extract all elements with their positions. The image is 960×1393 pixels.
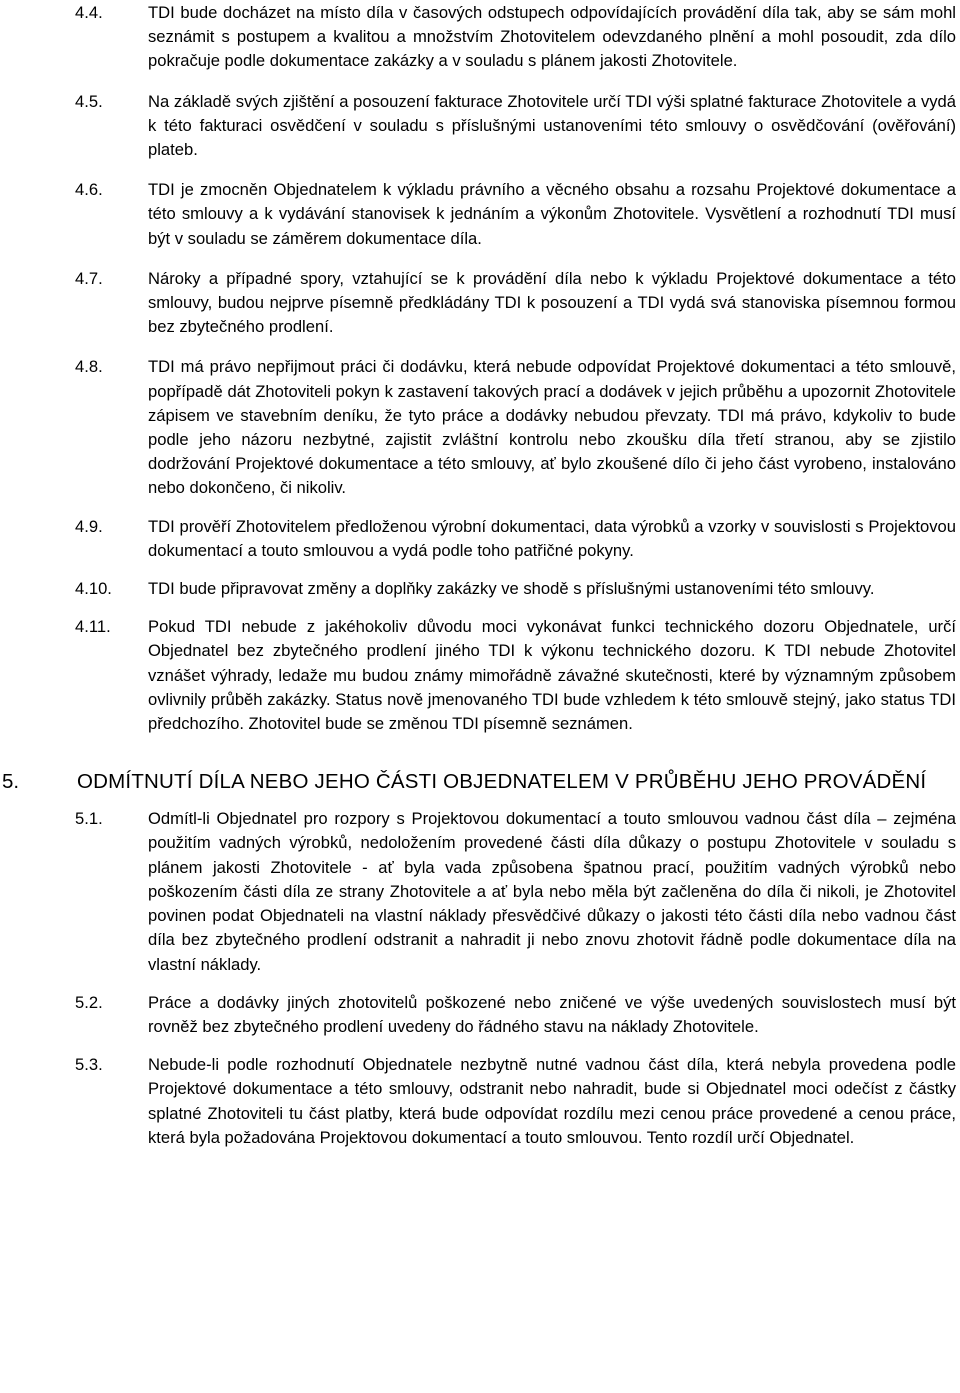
clause-text: Nebude-li podle rozhodnutí Objednatele nezbytně nutné vadnou část díla, která nebyla provedena podle Projektové dokumentace a této smlouvy, odstranit nebo nahradit, bude si Objednatel moci odečíst z částky splatné Zhotoviteli tu část platby, která bude odpovídat rozdílu mezi cenou práce provedené a cenou práce, která byla požadována Projektovou dokumentací a touto smlouvou. Tento rozdíl určí Objednatel. [148, 1055, 956, 1147]
clause-text: TDI je zmocněn Objednatelem k výkladu právního a věcného obsahu a rozsahu Projektové dokumentace a této smlouvy a k vydávání stanovisek k jednáním a výkonům Zhotovitele. Vysvětlení a rozhodnutí TDI musí být v souladu se záměrem dokumentace díla. [148, 180, 956, 248]
clause-4-4 [0, 1, 960, 74]
clause-4-8 [0, 355, 960, 500]
clause-number: 4.4. [75, 3, 103, 22]
clause-number: 4.7. [75, 268, 103, 288]
clause-5-3 [0, 1053, 960, 1150]
clause-number: 4.10. [75, 579, 112, 599]
clause-5-2 [0, 991, 960, 1039]
clause-4-5 [0, 90, 960, 163]
clause-number: 4.9. [75, 516, 103, 536]
section-number: 5. [2, 770, 20, 794]
clause-4-9 [0, 515, 960, 563]
section-heading-5 [0, 768, 960, 795]
clause-text: Odmítl-li Objednatel pro rozpory s Projektovou dokumentací a touto smlouvou vadnou část díla – zejména použitím vadných výrobků, nedoložením provedené části díla důkazy o postupu Zhotovitele v souladu s plánem jakosti Zhotovitele - ať byla vada způsobena špatnou prací, použitím vadných výrobků nebo poškozením části díla ze strany Zhotovitele a ať byla nebo měla být začleněna do díla či nikoli, je Zhotovitel povinen podat Objednateli na vlastní náklady přesvědčivé důkazy o jakosti této části díla nebo vadnou část díla bez zbytečného prodlení odstranit a nahradit ji nebo znovu zhotovit řádně podle dokumentace díla na vlastní náklady. [148, 809, 956, 974]
clause-4-10 [0, 577, 960, 601]
clause-number: 4.5. [75, 91, 103, 111]
clause-text: Práce a dodávky jiných zhotovitelů poškozené nebo zničené ve výše uvedených souvislostech musí být rovněž bez zbytečného prodlení uvedeny do řádného stavu na náklady Zhotovitele. [148, 992, 956, 1036]
clause-4-11 [0, 615, 960, 736]
clause-number: 5.1. [75, 809, 103, 829]
clause-number: 5.3. [75, 1055, 103, 1075]
clause-text: Na základě svých zjištění a posouzení fakturace Zhotovitele určí TDI výši splatné fakturace Zhotovitele a vydá k této fakturaci osvědčení v souladu s příslušnými ustanoveními této smlouvy o osvědčování (ověřování) plateb. [148, 91, 956, 160]
clause-text: TDI bude docházet na místo díla v časových odstupech odpovídajících provádění díla tak, aby se sám mohl seznámit s postupem a kvalitou a množstvím Zhotovitelem odevzdaného plnění a mohl posoudit, zda dílo pokračuje podle dokumentace zakázky a v souladu s plánem jakosti Zhotovitele. [148, 3, 956, 71]
clause-text: Pokud TDI nebude z jakéhokoliv důvodu moci vykonávat funkci technického dozoru Objednatele, určí Objednatel bez zbytečného prodlení jiného TDI k výkonu technického dozoru. K TDI nebude Zhotovitel vznášet výhrady, ledaže mu budou známy mimořádně závažné skutečnosti, které by významným způsobem ovlivnily průběh zakázky. Status nově jmenovaného TDI bude vzhledem k této smlouvě stejný, jako status TDI předchozího. Zhotovitel bude se změnou TDI písemně seznámen. [148, 617, 956, 734]
clause-number: 4.11. [75, 617, 111, 637]
clause-text: TDI prověří Zhotovitelem předloženou výrobní dokumentaci, data výrobků a vzorky v souvislosti s Projektovou dokumentací a touto smlouvou a vydá podle toho patřičné pokyny. [148, 516, 956, 560]
clause-number: 4.6. [75, 180, 103, 200]
clause-text: TDI má právo nepřijmout práci či dodávku, která nebude odpovídat Projektové dokumentaci a této smlouvě, popřípadě dát Zhotoviteli pokyn k zastavení takových prací a dodávek v jejich průběhu a upozornit Zhotovitele zápisem ve stavebním deníku, že tyto práce a dodávky nebudou převzaty. TDI má právo, kdykoliv to bude podle jeho názoru nezbytné, zajistit zvláštní kontrolu nebo zkoušku díla třetí stranou, aby se zjistilo dodržování Projektové dokumentace a této smlouvy, ať bylo zkoušené dílo či jeho část vyrobeno, instalováno nebo dokončeno, či nikoliv. [148, 357, 956, 498]
clause-4-6 [0, 178, 960, 251]
clause-number: 5.2. [75, 992, 103, 1012]
clause-text: Nároky a případné spory, vztahující se k provádění díla nebo k výkladu Projektové dokumentace a této smlouvy, budou nejprve písemně předkládány TDI k posouzení a TDI vydá svá stanoviska písemnou formou bez zbytečného prodlení. [148, 268, 956, 337]
clause-text: TDI bude připravovat změny a doplňky zakázky ve shodě s příslušnými ustanoveními této smlouvy. [148, 579, 875, 599]
clause-number: 4.8. [75, 357, 103, 377]
clause-5-1 [0, 807, 960, 976]
clause-4-7 [0, 267, 960, 340]
section-title: ODMÍTNUTÍ DÍLA NEBO JEHO ČÁSTI OBJEDNATELEM V PRŮBĚHU JEHO PROVÁDĚNÍ [77, 770, 927, 794]
